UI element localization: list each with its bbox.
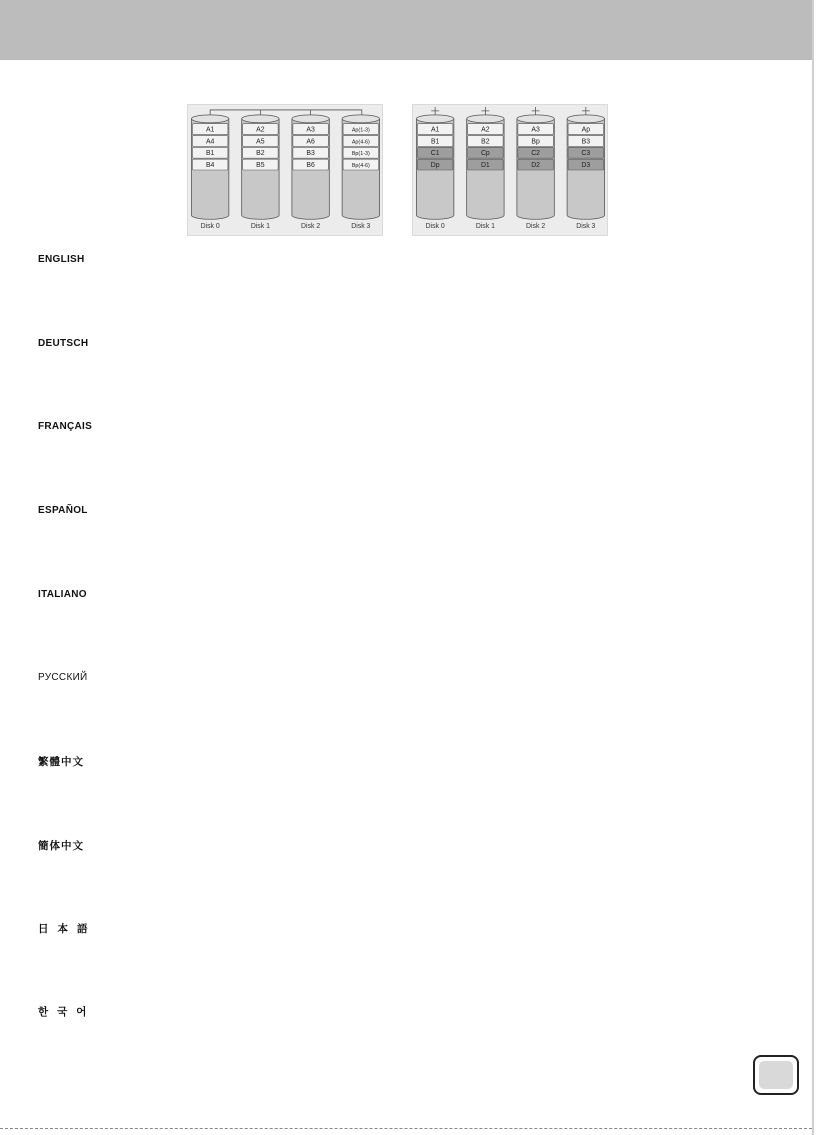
- left-disk-0-block-label: A4: [205, 138, 215, 146]
- right-disk-2-top: [517, 115, 554, 123]
- right-disk-2-block-label: C2: [531, 150, 541, 158]
- left-disk-3-top: [342, 115, 379, 123]
- left-disk-3: [342, 115, 379, 230]
- page-number-badge: [753, 1055, 799, 1095]
- header-band: [0, 0, 812, 60]
- left-disk-1-label: Disk 1: [250, 223, 270, 231]
- right-disk-1-block-label: D1: [480, 162, 490, 170]
- right-disk-0-block-label: C1: [430, 150, 440, 158]
- left-disk-1-block-label: A2: [256, 126, 265, 134]
- right-disk-0-block-label: B1: [430, 138, 440, 146]
- left-disk-0-label: Disk 0: [200, 223, 220, 231]
- right-disk-2-label: Disk 2: [526, 223, 546, 231]
- right-disk-3-block-label: B3: [581, 138, 591, 146]
- language-label-japanese: 日本語: [38, 923, 97, 935]
- left-disk-0: [191, 115, 228, 230]
- language-label-english: ENGLISH: [38, 254, 85, 265]
- right-disk-0: [416, 107, 453, 230]
- left-disk-2-label: Disk 2: [301, 223, 321, 231]
- language-label-deutsch: DEUTSCH: [38, 338, 89, 349]
- right-disk-2-block-label: A3: [531, 126, 540, 134]
- language-label-espanol: ESPAÑOL: [38, 505, 88, 516]
- raid-diagram-left: [187, 104, 383, 236]
- right-disk-1-top: [467, 115, 504, 123]
- left-disk-1-top: [242, 115, 279, 123]
- right-disk-1-block-label: Cp: [480, 150, 490, 158]
- left-disk-2-block-label: B3: [306, 150, 315, 158]
- right-disk-0-label: Disk 0: [425, 223, 445, 231]
- left-disk-2: [292, 115, 329, 230]
- right-disk-3: [567, 107, 604, 230]
- raid-diagram-right: [412, 104, 608, 236]
- left-disk-2-block-label: A6: [306, 138, 315, 146]
- right-disk-3-top: [567, 115, 604, 123]
- right-disk-3-block-label: Ap: [581, 126, 591, 134]
- left-disk-0-block-label: B1: [205, 150, 215, 158]
- right-disk-1: [467, 107, 504, 230]
- left-disk-2-block-label: A3: [306, 126, 315, 134]
- left-disk-2-block-label: B6: [306, 162, 315, 170]
- language-label-korean: 한국어: [38, 1006, 96, 1018]
- language-label-traditional-chinese: 繁體中文: [38, 756, 84, 768]
- right-disk-2: [517, 107, 554, 230]
- language-label-francais: FRANÇAIS: [38, 421, 93, 432]
- left-disk-1-block-label: B5: [256, 162, 265, 170]
- raid-diagram-right-svg: [413, 105, 607, 235]
- left-disk-1-block-label: A5: [256, 138, 265, 146]
- language-label-russian: РУССКИЙ: [38, 672, 88, 683]
- raid-diagram-left-svg: [188, 105, 382, 235]
- right-disk-1-label: Disk 1: [475, 223, 495, 231]
- left-disk-1: [242, 115, 279, 230]
- left-disk-3-block-label: Bp(4-6): [351, 163, 370, 170]
- left-disk-0-block-label: B4: [205, 162, 215, 170]
- right-disk-2-block-label: D2: [531, 162, 541, 170]
- right-disk-3-block-label: D3: [581, 162, 591, 170]
- right-disk-0-top: [416, 115, 453, 123]
- left-connector-bus: [210, 110, 362, 119]
- right-disk-0-block-label: Dp: [430, 162, 440, 170]
- left-disk-3-block-label: Ap(4-6): [351, 139, 370, 146]
- right-disk-3-block-label: C3: [581, 150, 591, 158]
- left-disk-3-block-label: Ap(1-3): [351, 127, 370, 134]
- right-disk-0-block-label: A1: [430, 126, 440, 134]
- page-edge: [812, 0, 814, 1135]
- language-label-italiano: ITALIANO: [38, 589, 87, 600]
- right-disk-1-block-label: B2: [481, 138, 490, 146]
- bottom-trim-line: [0, 1128, 812, 1129]
- left-disk-3-block-label: Bp(1-3): [351, 151, 370, 158]
- left-disk-1-block-label: B2: [256, 150, 265, 158]
- page-number-badge-fill: [759, 1061, 793, 1089]
- left-disk-0-top: [191, 115, 228, 123]
- right-disk-2-block-label: Bp: [531, 138, 540, 146]
- left-disk-3-label: Disk 3: [351, 223, 371, 231]
- language-label-simplified-chinese: 簡体中文: [38, 840, 84, 852]
- right-disk-1-block-label: A2: [481, 126, 490, 134]
- left-disk-0-block-label: A1: [205, 126, 215, 134]
- right-disk-3-label: Disk 3: [576, 223, 596, 231]
- left-disk-2-top: [292, 115, 329, 123]
